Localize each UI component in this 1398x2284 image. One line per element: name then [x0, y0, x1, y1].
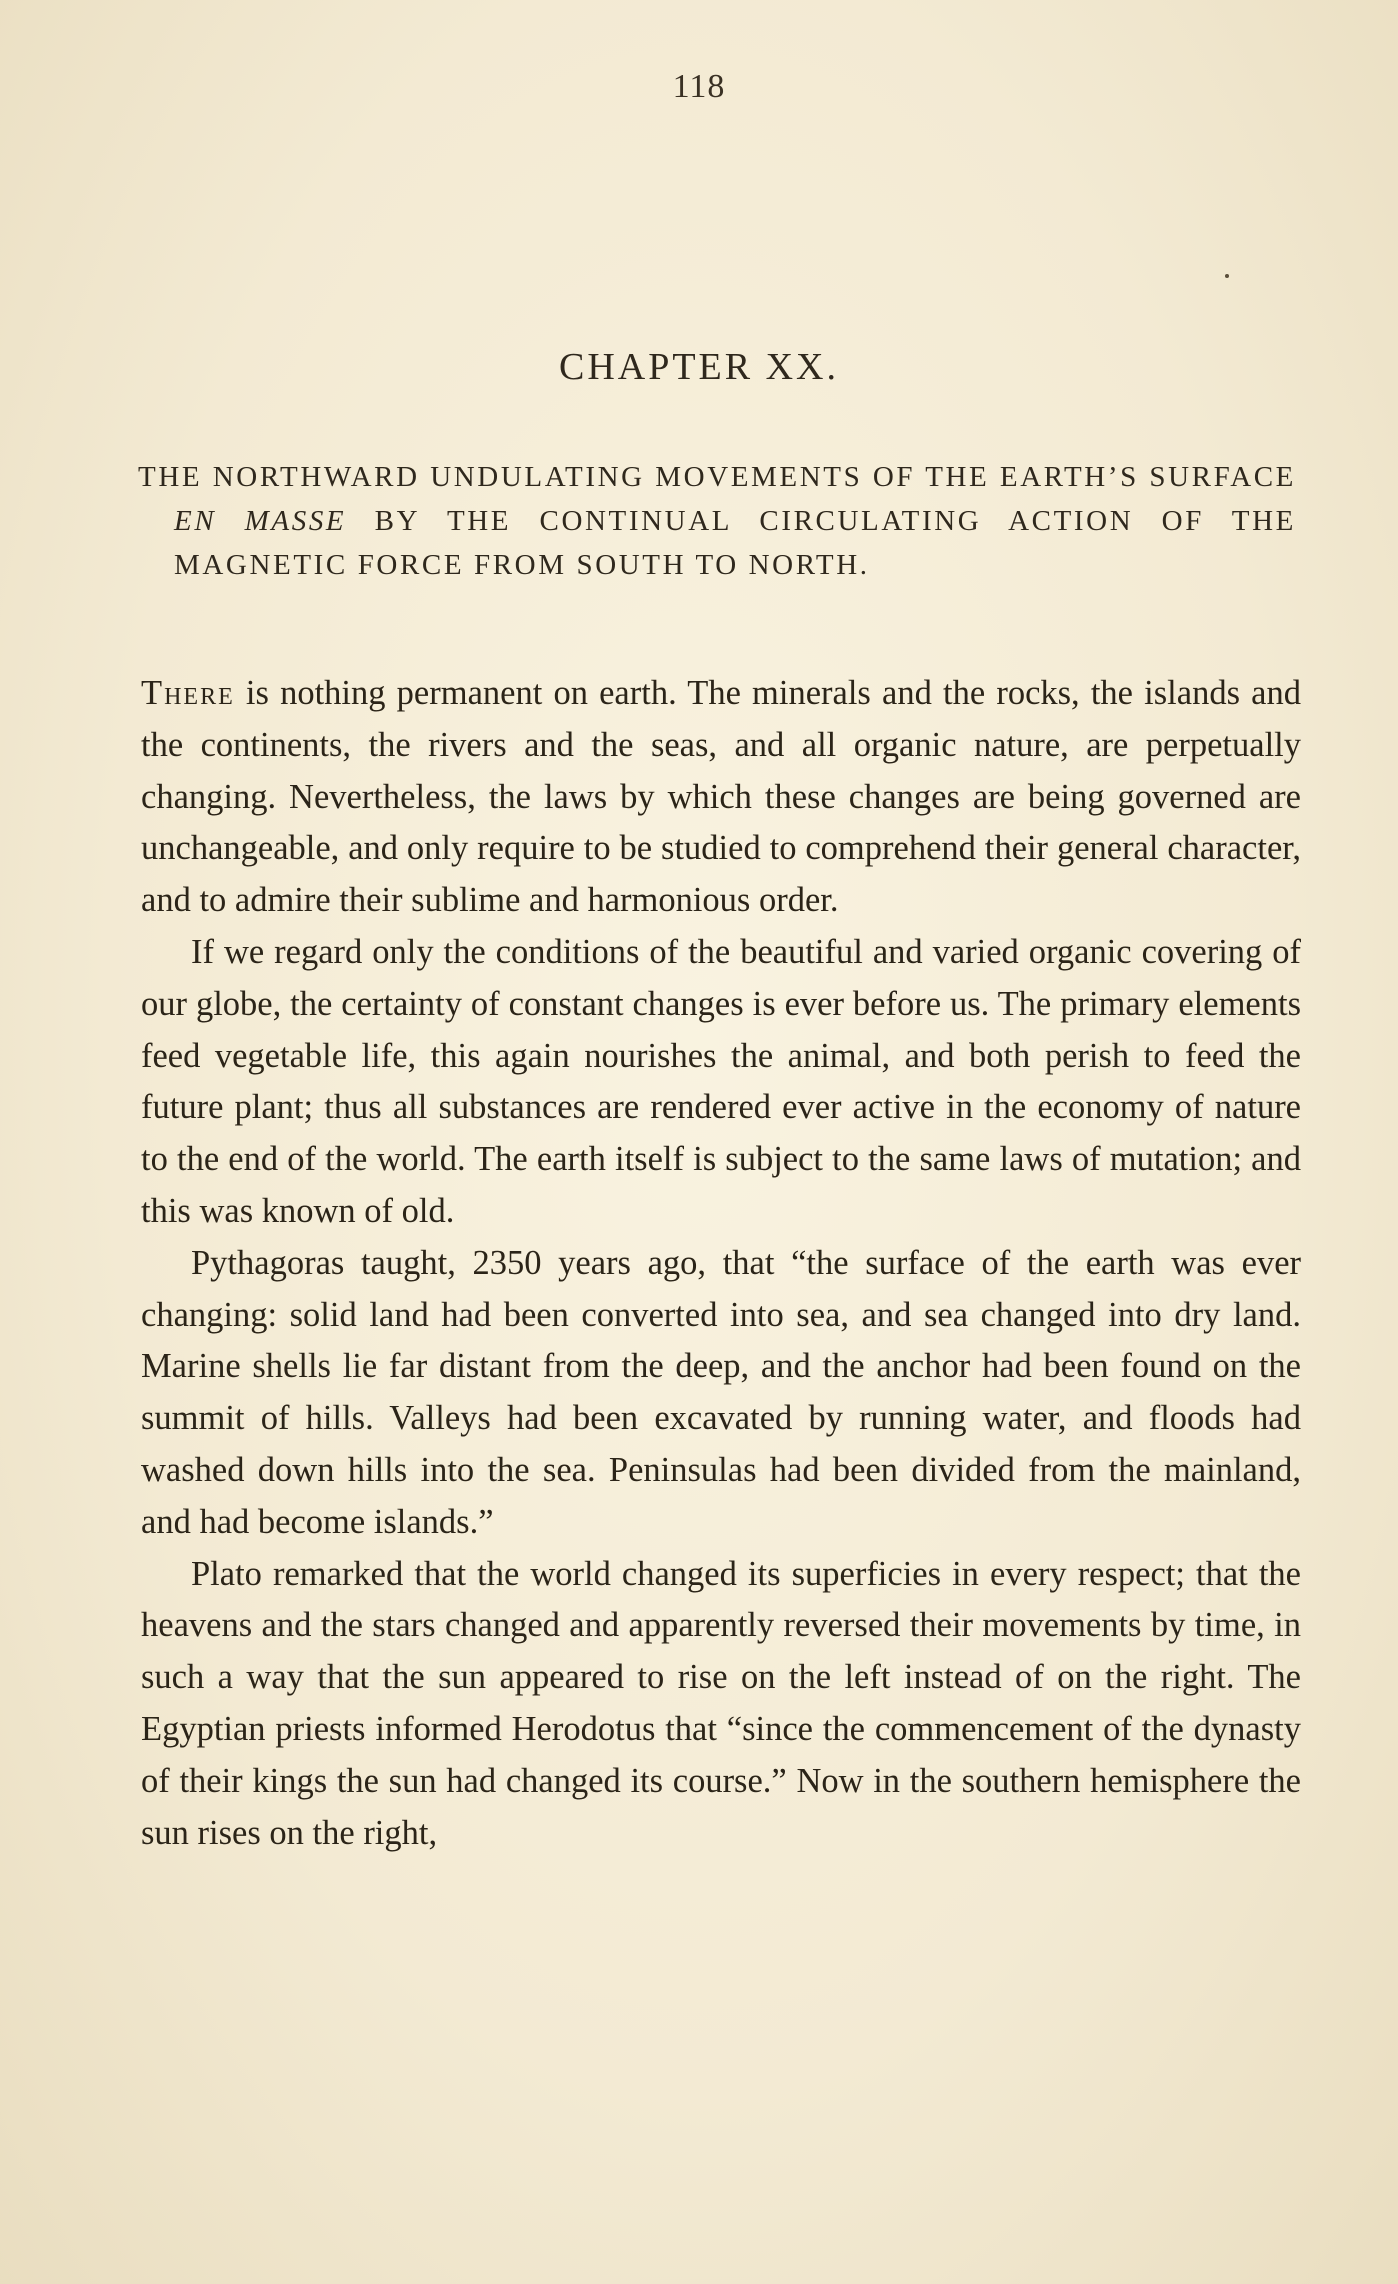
- paragraph: [141, 668, 1301, 927]
- page-number: 118: [672, 68, 726, 105]
- ink-speck: [1225, 274, 1229, 278]
- paragraph: If we regard only the conditions of the beautiful and varied organic covering of our globe, the certainty of constant changes is ever before us. The primary elements feed vegetable life, this again nourishes the animal, and both perish to feed the future plant; thus all substances are rendered ever active in the economy of nature to the end of the world. The earth itself is subject to the same laws of mutation; and this was known of old.: [141, 932, 1301, 1230]
- paragraph-lead-word: There: [141, 674, 235, 712]
- paragraph-text: is nothing permanent on earth. The minerals and the rocks, the islands and the continents, the rivers and the seas, and all organic nature, are perpetually changing. Nevertheless, the laws by which these changes are being governed are unchangeable, and only require to be studied to comprehend their general character, and to admire their sublime and harmonious order.: [141, 674, 1301, 920]
- body-text: [141, 668, 1301, 1859]
- chapter-heading: [138, 455, 1296, 587]
- chapter-title: CHAPTER XX.: [558, 346, 840, 388]
- paragraph: Pythagoras taught, 2350 years ago, that “the surface of the earth was ever changing: solid land had been converted into sea, and sea changed into dry land. Marine shells lie far distant from the deep, and the anchor had been found on the summit of hills. Valleys had been excavated by running water, and floods had washed down hills into the sea. Peninsulas had been divided from the mainland, and had become islands.”: [141, 1243, 1301, 1541]
- heading-text-end: BY THE CONTINUAL CIRCULATING ACTION OF THE MAGNETIC FORCE FROM SOUTH TO NORTH.: [174, 505, 1296, 581]
- paragraph: Plato remarked that the world changed its superficies in every respect; that the heavens and the stars changed and apparently reversed their movements by time, in such a way that the sun appeared to rise on the left instead of on the right. The Egyptian priests informed Herodotus that “since the commencement of the dynasty of their kings the sun had changed its course.” Now in the southern hemisphere the sun rises on the right,: [141, 1554, 1301, 1852]
- heading-text-start: THE NORTHWARD UNDULATING MOVEMENTS OF THE EARTH’S SURFACE: [138, 461, 1296, 493]
- heading-italic-phrase: EN MASSE: [174, 505, 347, 537]
